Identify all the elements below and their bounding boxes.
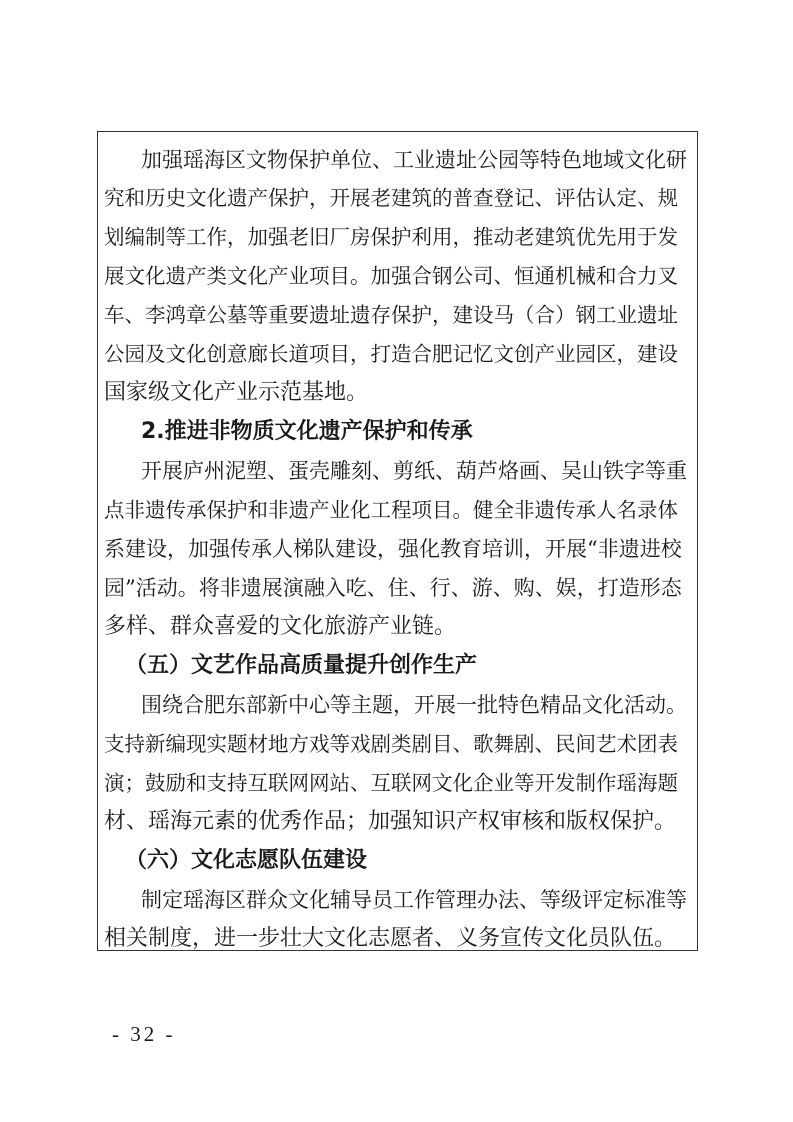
- section-heading: （五）文艺作品高质量提升创作生产: [125, 653, 478, 678]
- paragraph-line: 国家级文化产业示范基地。: [104, 380, 369, 405]
- paragraph-line: 展文化遗产类文化产业项目。加强合钢公司、恒通机械和合力叉: [104, 264, 678, 288]
- section-heading: （六）文化志愿队伍建设: [125, 848, 368, 873]
- paragraph-line: 系建设，加强传承人梯队建设，强化教育培训，开展“非遗进校: [104, 537, 682, 561]
- paragraph-line: 演；鼓励和支持互联网网站、互联网文化企业等开发制作瑶海题: [104, 771, 678, 795]
- paragraph-line: 材、瑶海元素的优秀作品；加强知识产权审核和版权保护。: [104, 809, 677, 834]
- section-heading: 2.推进非物质文化遗产保护和传承: [141, 419, 473, 444]
- paragraph-line: 相关制度，进一步壮大文化志愿者、义务宣传文化员队伍。: [104, 926, 677, 951]
- paragraph-line: 支持新编现实题材地方戏等戏剧类剧目、歌舞剧、民间艺术团表: [104, 732, 678, 756]
- paragraph-line: 划编制等工作，加强老旧厂房保护利用，推动老建筑优先用于发: [104, 225, 678, 249]
- paragraph-line: 点非遗传承保护和非遗产业化工程项目。健全非遗传承人名录体: [104, 498, 678, 522]
- paragraph-line: 围绕合肥东部新中心等主题，开展一批特色精品文化活动。: [141, 693, 687, 717]
- paragraph-line: 园”活动。将非遗展演融入吃、住、行、游、购、娱，打造形态: [104, 576, 682, 600]
- page-number: - 32 -: [112, 1022, 176, 1046]
- paragraph-line: 车、李鸿章公墓等重要遗址遗存保护，建设马（合）钢工业遗址: [104, 303, 678, 327]
- paragraph-line: 加强瑶海区文物保护单位、工业遗址公园等特色地域文化研: [141, 148, 687, 172]
- paragraph-line: 公园及文化创意廊长道项目，打造合肥记忆文创产业园区，建设: [104, 342, 678, 366]
- paragraph-line: 究和历史文化遗产保护，开展老建筑的普查登记、评估认定、规: [104, 186, 678, 210]
- paragraph-line: 制定瑶海区群众文化辅导员工作管理办法、等级评定标准等: [141, 888, 687, 912]
- paragraph-line: 多样、群众喜爱的文化旅游产业链。: [104, 614, 457, 639]
- paragraph-line: 开展庐州泥塑、蛋壳雕刻、剪纸、葫芦烙画、吴山铁字等重: [141, 459, 687, 483]
